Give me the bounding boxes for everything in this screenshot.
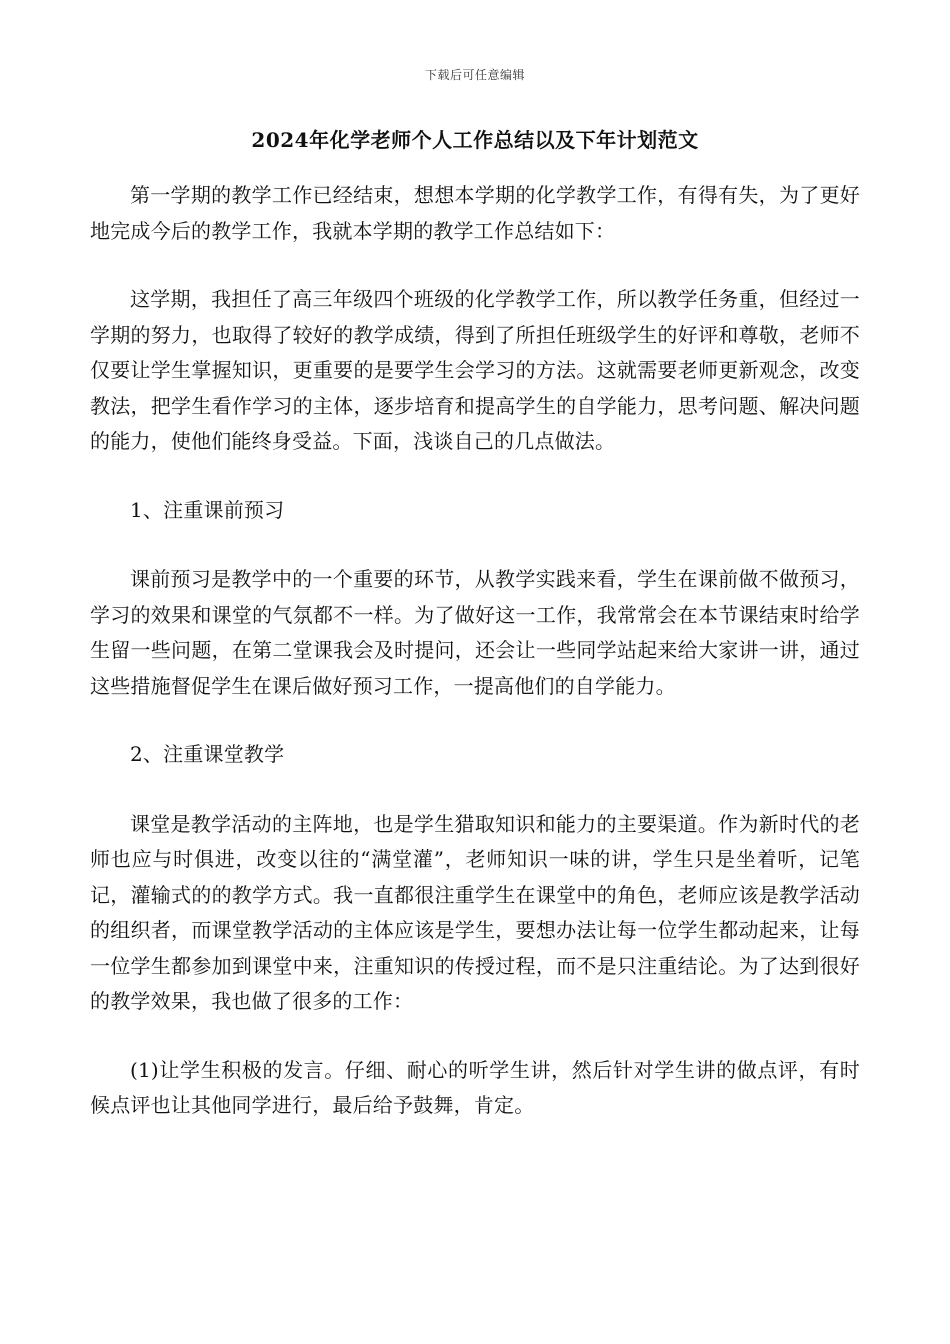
paragraph-preview: 课前预习是教学中的一个重要的环节，从教学实践来看，学生在课前做不做预习，学习的效果和课堂的气氛都不一样。为了做好这一工作，我常常会在本节课结束时给学生留一些问题，在第二堂课我会及时提问，还会让一些同学站起来给大家讲一讲，通过这些措施督促学生在课后做好预习工作，一提高他们的自学能力。	[90, 567, 860, 698]
header-note: 下载后可任意编辑	[424, 68, 525, 82]
document-title: 2024年化学老师个人工作总结以及下年计划范文	[251, 128, 699, 152]
paragraph-item-1: (1)让学生积极的发言。仔细、耐心的听学生讲，然后针对学生讲的做点评，有时候点评也让其他同学进行，最后给予鼓舞，肯定。	[90, 1057, 860, 1117]
document-body	[90, 178, 860, 1157]
paragraph-intro: 第一学期的教学工作已经结束，想想本学期的化学教学工作，有得有失，为了更好地完成今后的教学工作，我就本学期的教学工作总结如下：	[90, 183, 860, 243]
paragraph-classroom: 课堂是教学活动的主阵地，也是学生猎取知识和能力的主要渠道。作为新时代的老师也应与时俱进，改变以往的“满堂灌”，老师知识一味的讲，学生只是坐着听，记笔记，灌输式的的教学方式。我一直都很注重学生在课堂中的角色，老师应该是教学活动的组织者，而课堂教学活动的主体应该是学生，要想办法让每一位学生都动起来，让每一位学生都参加到课堂中来，注重知识的传授过程，而不是只注重结论。为了达到很好的教学效果，我也做了很多的工作：	[90, 811, 860, 1013]
paragraph-overview: 这学期，我担任了高三年级四个班级的化学教学工作，所以教学任务重，但经过一学期的努力，也取得了较好的教学成绩，得到了所担任班级学生的好评和尊敬，老师不仅要让学生掌握知识，更重要的是要学生会学习的方法。这就需要老师更新观念，改变教法，把学生看作学习的主体，逐步培育和提高学生的自学能力，思考问题、解决问题的能力，使他们能终身受益。下面，浅谈自己的几点做法。	[90, 287, 860, 453]
section-heading-classroom: 2、注重课堂教学	[130, 742, 285, 766]
section-heading-preview: 1、注重课前预习	[130, 497, 285, 522]
